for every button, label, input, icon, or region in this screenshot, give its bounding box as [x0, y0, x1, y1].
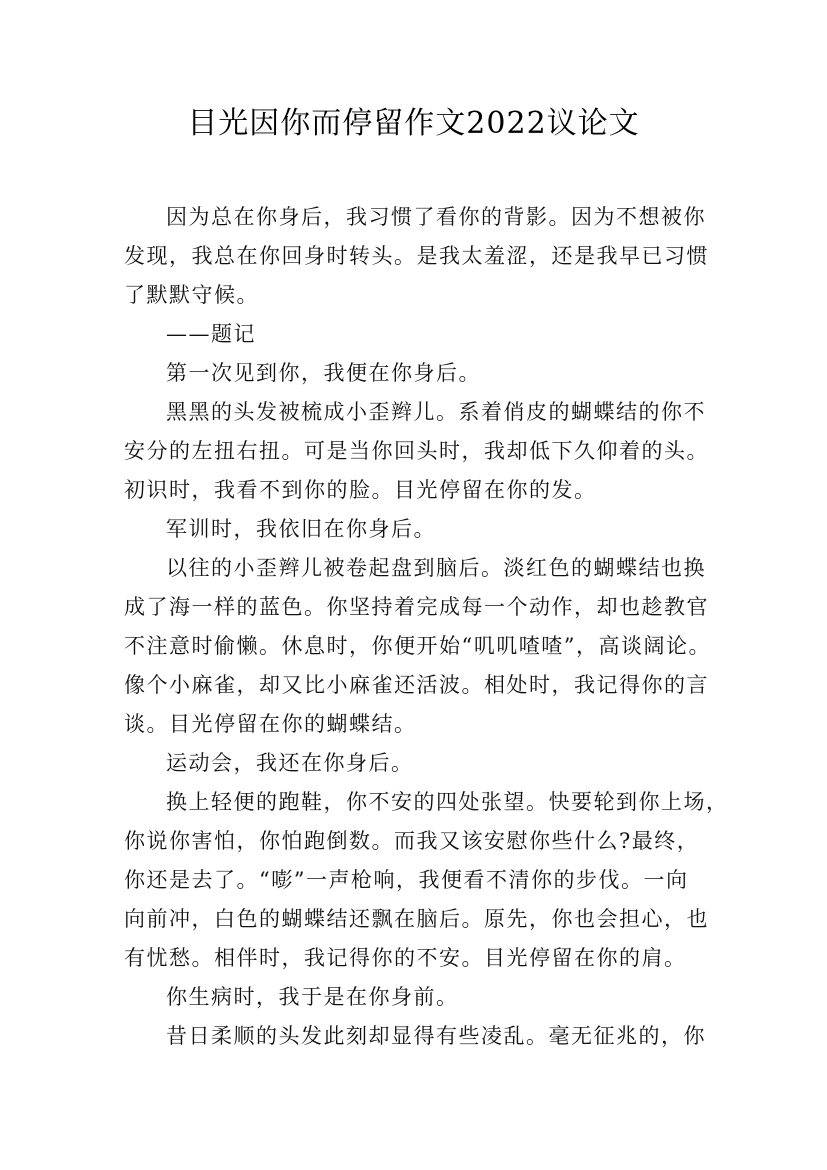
paragraph-line: 你还是去了。“嘭”一声枪响，我便看不清你的步伐。一向 [124, 868, 689, 892]
paragraph-line: 有忧愁。相伴时，我记得你的不安。目光停留在你的肩。 [124, 946, 687, 970]
paragraph-line: 你说你害怕，你怕跑倒数。而我又该安慰你些什么?最终， [124, 829, 700, 853]
paragraph-line: 军训时，我依旧在你身后。 [166, 517, 436, 541]
paragraph [124, 549, 714, 744]
paragraph-line: 向前冲，白色的蝴蝶结还飘在脑后。原先，你也会担心，也 [124, 907, 709, 931]
paragraph-line: 了默默守候。 [124, 283, 259, 307]
paragraph-line: 谈。目光停留在你的蝴蝶结。 [124, 712, 417, 736]
paragraph-line: 发现，我总在你回身时转头。是我太羞涩，还是我早已习惯 [124, 244, 709, 268]
paragraph [124, 1017, 714, 1056]
paragraph [124, 978, 714, 1017]
paragraph-line: 以往的小歪辫儿被卷起盘到脑后。淡红色的蝴蝶结也换 [166, 556, 706, 580]
paragraph [124, 393, 714, 510]
paragraph-line: 像个小麻雀，却又比小麻雀还活波。相处时，我记得你的言 [124, 673, 709, 697]
paragraph-line: 因为总在你身后，我习惯了看你的背影。因为不想被你 [166, 205, 706, 229]
paragraph-epigraph [124, 198, 714, 315]
paragraph-line: 昔日柔顺的头发此刻却显得有些凌乱。毫无征兆的，你 [166, 1024, 706, 1048]
paragraph-line: 黑黑的头发被梳成小歪辫儿。系着俏皮的蝴蝶结的你不 [166, 400, 706, 424]
paragraph-line: 安分的左扭右扭。可是当你回头时，我却低下久仰着的头。 [124, 439, 709, 463]
document-title: 目光因你而停留作文2022议论文 [187, 106, 640, 141]
document-body [124, 198, 729, 1056]
paragraph-epigraph-attribution [124, 315, 714, 354]
paragraph [124, 510, 714, 549]
paragraph-line: 初识时，我看不到你的脸。目光停留在你的发。 [124, 478, 597, 502]
paragraph-line: 成了海一样的蓝色。你坚持着完成每一个动作，却也趁教官 [124, 595, 709, 619]
paragraph-line: 你生病时，我于是在你身前。 [166, 985, 459, 1009]
paragraph-line: 第一次见到你，我便在你身后。 [166, 361, 481, 385]
paragraph-line: ——题记 [166, 322, 256, 346]
paragraph [124, 783, 729, 978]
paragraph [124, 354, 714, 393]
paragraph-line: 换上轻便的跑鞋，你不安的四处张望。快要轮到你上场， [166, 790, 729, 814]
paragraph-line: 不注意时偷懒。休息时，你便开始“叽叽喳喳”，高谈阔论。 [124, 634, 711, 658]
paragraph-line: 运动会，我还在你身后。 [166, 751, 414, 775]
paragraph [124, 744, 714, 783]
